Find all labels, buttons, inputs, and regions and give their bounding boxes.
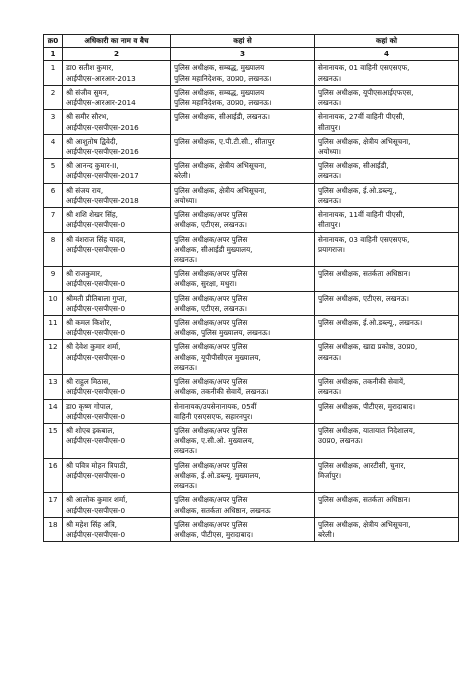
header-posted-to: कहां को xyxy=(315,35,459,48)
table-row xyxy=(44,316,459,340)
posted-to-cell: पुलिस अधीक्षक, ई.ओ.डब्ल्यू., लखनऊ। xyxy=(315,316,459,340)
serial-number-cell: 1 xyxy=(44,61,63,85)
table-row xyxy=(44,517,459,541)
table-row xyxy=(44,291,459,315)
officer-name-cell: डा0 कृष्ण गोपाल, आईपीएस-एसपीएस-0 xyxy=(63,399,171,423)
posted-to-cell: पुलिस अधीक्षक, क्षेत्रीय अभिसूचना, अयोध्या। xyxy=(315,134,459,158)
column-number: 3 xyxy=(171,48,315,61)
posted-from-cell: पुलिस अधीक्षक/अपर पुलिस अधीक्षक, सीआईडी मुख्यालय, लखनऊ। xyxy=(171,232,315,267)
posted-from-cell: पुलिस अधीक्षक, ए.पी.टी.सी., सीतापुर xyxy=(171,134,315,158)
serial-number-cell: 8 xyxy=(44,232,63,267)
serial-number-cell: 13 xyxy=(44,375,63,399)
posted-to-cell: पुलिस अधीक्षक, यूपीएसआईएफएस, लखनऊ। xyxy=(315,85,459,109)
posted-from-cell: पुलिस अधीक्षक/अपर पुलिस अधीक्षक, पीटीएस, मुरादाबाद। xyxy=(171,517,315,541)
serial-number-cell: 17 xyxy=(44,493,63,517)
column-number-row xyxy=(44,48,459,61)
officer-name-cell: श्री आनन्द कुमार-II, आईपीएस-एसपीएस-2017 xyxy=(63,159,171,183)
posted-from-cell: पुलिस अधीक्षक, क्षेत्रीय अभिसूचना, बरेली। xyxy=(171,159,315,183)
officer-name-cell: श्रीमती प्रीतिबाला गुप्ता, आईपीएस-एसपीएस-0 xyxy=(63,291,171,315)
posted-to-cell: सेनानायक, 11वीं वाहिनी पीएसी, सीतापुर। xyxy=(315,208,459,232)
serial-number-cell: 10 xyxy=(44,291,63,315)
posted-from-cell: सेनानायक/उपसेनानायक, 05वीं वाहिनी एसएसएफ, सहारनपुर। xyxy=(171,399,315,423)
posted-from-cell: पुलिस अधीक्षक/अपर पुलिस अधीक्षक, एटीएस, लखनऊ। xyxy=(171,291,315,315)
header-officer-name-batch: अधिकारी का नाम व बैच xyxy=(63,35,171,48)
officer-name-cell: श्री समीर सौरभ, आईपीएस-एसपीएस-2016 xyxy=(63,110,171,134)
officer-name-cell: श्री आशुतोष द्विवेदी, आईपीएस-एसपीएस-2016 xyxy=(63,134,171,158)
posted-to-cell: सेनानायक, 27वीं वाहिनी पीएसी, सीतापुर। xyxy=(315,110,459,134)
table-row xyxy=(44,85,459,109)
posted-from-cell: पुलिस अधीक्षक, सम्बद्ध, मुख्यालय पुलिस महानिदेशक, उ0प्र0, लखनऊ। xyxy=(171,61,315,85)
posted-to-cell: पुलिस अधीक्षक, ई.ओ.डब्ल्यू., लखनऊ। xyxy=(315,183,459,207)
table-row xyxy=(44,399,459,423)
serial-number-cell: 15 xyxy=(44,424,63,459)
serial-number-cell: 11 xyxy=(44,316,63,340)
header-serial-number: क्र0 xyxy=(44,35,63,48)
posted-to-cell: पुलिस अधीक्षक, क्षेत्रीय अभिसूचना, बरेली। xyxy=(315,517,459,541)
transfer-list-table xyxy=(43,34,459,542)
officer-name-cell: डा0 सतीश कुमार, आईपीएस-आरआर-2013 xyxy=(63,61,171,85)
posted-to-cell: पुलिस अधीक्षक, पीटीएस, मुरादाबाद। xyxy=(315,399,459,423)
posted-from-cell: पुलिस अधीक्षक, सम्बद्ध, मुख्यालय पुलिस महानिदेशक, उ0प्र0, लखनऊ। xyxy=(171,85,315,109)
table-row xyxy=(44,134,459,158)
serial-number-cell: 14 xyxy=(44,399,63,423)
table-row xyxy=(44,424,459,459)
officer-name-cell: श्री कमल किशोर, आईपीएस-एसपीएस-0 xyxy=(63,316,171,340)
serial-number-cell: 7 xyxy=(44,208,63,232)
officer-name-cell: श्री पवित्र मोहन त्रिपाठी, आईपीएस-एसपीएस-0 xyxy=(63,458,171,493)
posted-from-cell: पुलिस अधीक्षक, सीआईडी, लखनऊ। xyxy=(171,110,315,134)
posted-from-cell: पुलिस अधीक्षक/अपर पुलिस अधीक्षक, तकनीकी सेवायें, लखनऊ। xyxy=(171,375,315,399)
posted-to-cell: पुलिस अधीक्षक, यातायात निदेशालय, उ0प्र0, लखनऊ। xyxy=(315,424,459,459)
serial-number-cell: 9 xyxy=(44,267,63,291)
table-row xyxy=(44,493,459,517)
table-row xyxy=(44,110,459,134)
header-row xyxy=(44,35,459,48)
serial-number-cell: 5 xyxy=(44,159,63,183)
serial-number-cell: 2 xyxy=(44,85,63,109)
serial-number-cell: 6 xyxy=(44,183,63,207)
officer-name-cell: श्री संजीव सुमन, आईपीएस-आरआर-2014 xyxy=(63,85,171,109)
posted-from-cell: पुलिस अधीक्षक/अपर पुलिस अधीक्षक, ए.सी.ओ. मुख्यालय, लखनऊ। xyxy=(171,424,315,459)
officer-name-cell: श्री शोएब इकबाल, आईपीएस-एसपीएस-0 xyxy=(63,424,171,459)
table-row xyxy=(44,267,459,291)
posted-from-cell: पुलिस अधीक्षक, क्षेत्रीय अभिसूचना, अयोध्या। xyxy=(171,183,315,207)
officer-name-cell: श्री राजकुमार, आईपीएस-एसपीएस-0 xyxy=(63,267,171,291)
header-posted-from: कहां से xyxy=(171,35,315,48)
table-row xyxy=(44,183,459,207)
posted-from-cell: पुलिस अधीक्षक/अपर पुलिस अधीक्षक, सतर्कता अधिष्ठान, लखनऊ xyxy=(171,493,315,517)
table-row xyxy=(44,159,459,183)
posted-to-cell: पुलिस अधीक्षक, एटीएस, लखनऊ। xyxy=(315,291,459,315)
officer-name-cell: श्री वंशराज सिंह यादव, आईपीएस-एसपीएस-0 xyxy=(63,232,171,267)
officer-name-cell: श्री राहुल मिठास, आईपीएस-एसपीएस-0 xyxy=(63,375,171,399)
officer-name-cell: श्री महेश सिंह अत्रि, आईपीएस-एसपीएस-0 xyxy=(63,517,171,541)
officer-name-cell: श्री संजय राय, आईपीएस-एसपीएस-2018 xyxy=(63,183,171,207)
officer-name-cell: श्री देवेश कुमार शर्मा, आईपीएस-एसपीएस-0 xyxy=(63,340,171,375)
posted-to-cell: पुलिस अधीक्षक, सीआईडी, लखनऊ। xyxy=(315,159,459,183)
posted-to-cell: पुलिस अधीक्षक, आरटीसी, चुनार, मिर्जापुर। xyxy=(315,458,459,493)
serial-number-cell: 18 xyxy=(44,517,63,541)
column-number: 1 xyxy=(44,48,63,61)
posted-to-cell: पुलिस अधीक्षक, खाद्य प्रकोष्ठ, उ0प्र0, लखनऊ। xyxy=(315,340,459,375)
serial-number-cell: 16 xyxy=(44,458,63,493)
table-row xyxy=(44,61,459,85)
officer-name-cell: श्री शशि शेखर सिंह, आईपीएस-एसपीएस-0 xyxy=(63,208,171,232)
column-number: 2 xyxy=(63,48,171,61)
table-body xyxy=(44,48,459,542)
serial-number-cell: 12 xyxy=(44,340,63,375)
table-row xyxy=(44,232,459,267)
posted-to-cell: पुलिस अधीक्षक, सतर्कता अधिष्ठान। xyxy=(315,267,459,291)
posted-from-cell: पुलिस अधीक्षक/अपर पुलिस अधीक्षक, ई.ओ.डब्ल्यू. मुख्यालय, लखनऊ। xyxy=(171,458,315,493)
posted-from-cell: पुलिस अधीक्षक/अपर पुलिस अधीक्षक, सुरक्षा, मथुरा। xyxy=(171,267,315,291)
table-row xyxy=(44,375,459,399)
column-number: 4 xyxy=(315,48,459,61)
serial-number-cell: 4 xyxy=(44,134,63,158)
posted-from-cell: पुलिस अधीक्षक/अपर पुलिस अधीक्षक, एटीएस, लखनऊ। xyxy=(171,208,315,232)
posted-from-cell: पुलिस अधीक्षक/अपर पुलिस अधीक्षक, पुलिस मुख्यालय, लखनऊ। xyxy=(171,316,315,340)
posted-to-cell: सेनानायक, 03 वाहिनी एसएसएफ, प्रयागराज। xyxy=(315,232,459,267)
posted-to-cell: पुलिस अधीक्षक, तकनीकी सेवायें, लखनऊ। xyxy=(315,375,459,399)
table-header xyxy=(44,35,459,48)
table-row xyxy=(44,208,459,232)
table-row xyxy=(44,340,459,375)
posted-from-cell: पुलिस अधीक्षक/अपर पुलिस अधीक्षक, यूपीपीसीएल मुख्यालय, लखनऊ। xyxy=(171,340,315,375)
officer-name-cell: श्री आलोक कुमार शर्मा, आईपीएस-एसपीएस-0 xyxy=(63,493,171,517)
serial-number-cell: 3 xyxy=(44,110,63,134)
posted-to-cell: सेनानायक, 01 वाहिनी एसएसएफ, लखनऊ। xyxy=(315,61,459,85)
table-row xyxy=(44,458,459,493)
posted-to-cell: पुलिस अधीक्षक, सतर्कता अधिष्ठान। xyxy=(315,493,459,517)
